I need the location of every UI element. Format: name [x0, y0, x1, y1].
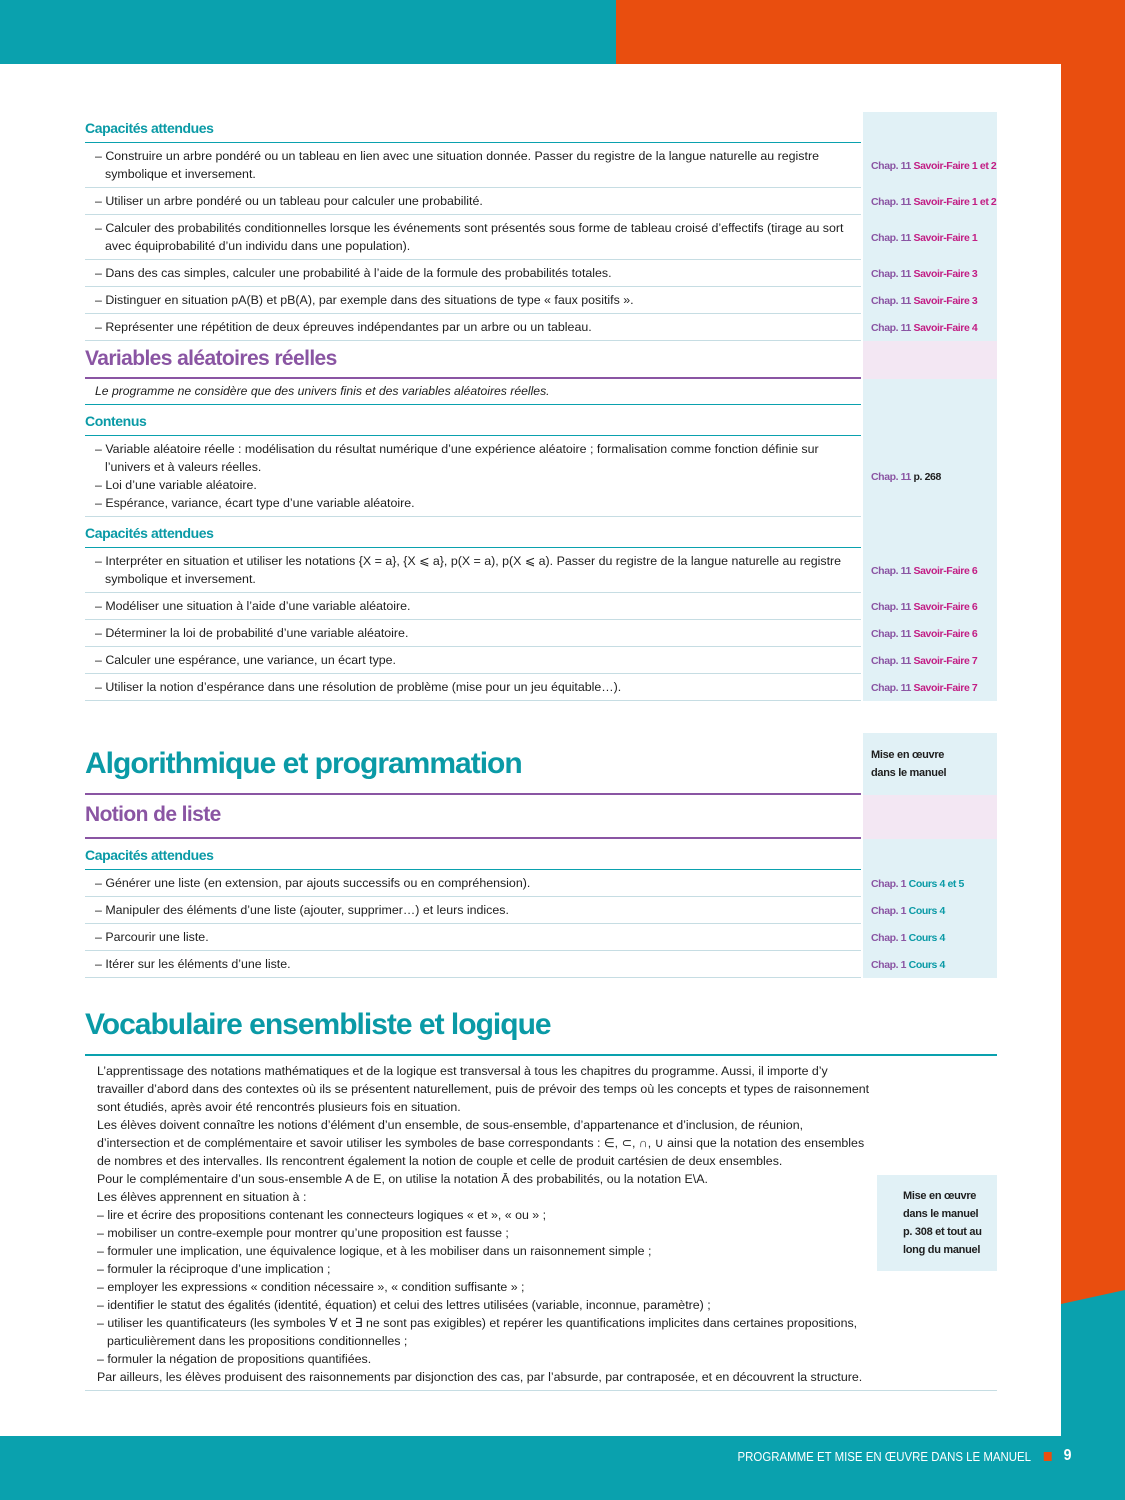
- paragraph: Les élèves apprennent en situation à :: [97, 1190, 307, 1204]
- top-orange-band: [616, 0, 1125, 64]
- table-row: [85, 924, 997, 951]
- table-row: [85, 593, 997, 620]
- chapter-reference: Chap. 11 Savoir-Faire 6: [871, 600, 978, 613]
- table-row: [85, 287, 997, 314]
- table-row: [85, 674, 997, 701]
- chapter-reference: Chap. 11 Savoir-Faire 3: [871, 267, 978, 280]
- subsection-title: Notion de liste: [85, 795, 997, 839]
- item-text: – Déterminer la loi de probabilité d’une variable aléatoire.: [95, 626, 409, 640]
- right-orange-band: [1061, 64, 1125, 1304]
- table-row: [85, 647, 997, 674]
- dash-item: – formuler la négation de propositions quantifiées.: [97, 1352, 372, 1366]
- paragraph: L’apprentissage des notations mathématiques et de la logique est transversal à tous les chapitres du programme. Aussi, il importe d’y travailler d’abord dans des contextes où ils se présentent naturellement, puis de prévoir des temps où les concepts et types de raisonnement sont étudiés, après avoir été rencontrés plusieurs fois en situation.: [97, 1064, 870, 1114]
- variables-items-list: [85, 548, 997, 701]
- item-text: – Distinguer en situation pA(B) et pB(A), par exemple dans des situations de type « faux positifs ».: [95, 293, 634, 307]
- dash-item: – utiliser les quantificateurs (les symboles ∀ et ∃ ne sont pas exigibles) et repérer les quantifications implicites dans certaines propositions, particulièrement dans les propositions conditionnelles ;: [97, 1316, 858, 1348]
- chapter-reference: Chap. 11 Savoir-Faire 1 et 2: [871, 195, 997, 208]
- item-text: – Représenter une répétition de deux épreuves indépendantes par un arbre ou un tableau.: [95, 320, 592, 334]
- item-text: – Calculer des probabilités conditionnelles lorsque les événements sont présentés sous forme de tableau croisé d’effectifs (tirage au sort avec équiprobabilité d’un individu dans une population).: [95, 221, 844, 253]
- section-heading: Capacités attendues: [85, 112, 997, 143]
- chapter-reference: Chap. 11 Savoir-Faire 6: [871, 564, 978, 577]
- dash-item: – lire et écrire des propositions contenant les connecteurs logiques « et », « ou » ;: [97, 1208, 547, 1222]
- vocabulaire-title: Vocabulaire ensembliste et logique: [85, 1008, 997, 1056]
- dash-item: – formuler une implication, une équivalence logique, et à les mobiliser dans un raisonnement simple ;: [97, 1244, 652, 1258]
- table-row: [85, 314, 997, 341]
- table-row: [85, 143, 997, 188]
- item-text: – Manipuler des éléments d’une liste (ajouter, supprimer…) et leurs indices.: [95, 903, 509, 917]
- algo-capacites-heading: Capacités attendues: [85, 839, 997, 870]
- chapter-reference: Chap. 11 Savoir-Faire 7: [871, 681, 978, 694]
- vocabulaire-block: [85, 1056, 997, 1391]
- footer-label: PROGRAMME ET MISE EN ŒUVRE DANS LE MANUEL: [737, 1448, 1031, 1464]
- contenus-line: – Variable aléatoire réelle : modélisation du résultat numérique d’une expérience aléatoire ; formalisation comme fonction définie sur l’univers et à valeurs réelles.: [95, 442, 819, 474]
- footer-square-icon: [1043, 1452, 1051, 1461]
- top-teal-band: [0, 0, 616, 64]
- dash-item: – formuler la réciproque d’une implication ;: [97, 1262, 331, 1276]
- section-note: Le programme ne considère que des univers finis et des variables aléatoires réelles.: [85, 379, 997, 405]
- probas-items-list: [85, 143, 997, 341]
- paragraph: Les élèves doivent connaître les notions d’élément d’un ensemble, de sous-ensemble, d’appartenance et d’inclusion, de réunion, d’intersection et de complémentaire et savoir utiliser les symboles de base correspondants : ∈, ⊂, ∩, ∪ ainsi que la notation des ensembles de nombres et des intervalles. Ils rencontrent également la notion de couple et celle de produit cartésien de deux ensembles.: [97, 1118, 865, 1168]
- item-text: – Utiliser un arbre pondéré ou un tableau pour calculer une probabilité.: [95, 194, 483, 208]
- right-teal-band: [1061, 1290, 1125, 1440]
- mise-en-oeuvre-label: Mise en œuvre dans le manuel: [871, 749, 947, 779]
- chapter-reference: Chap. 11 Savoir-Faire 7: [871, 654, 978, 667]
- table-row: [85, 188, 997, 215]
- contenus-heading: Contenus: [85, 405, 997, 436]
- item-text: – Calculer une espérance, une variance, un écart type.: [95, 653, 396, 667]
- item-text: – Parcourir une liste.: [95, 930, 209, 944]
- item-text: – Utiliser la notion d’espérance dans une résolution de problème (mise pour un jeu équitable…).: [95, 680, 622, 694]
- chapter-reference: Chap. 11 Savoir-Faire 1 et 2: [871, 159, 997, 172]
- chapter-reference: Chap. 11 Savoir-Faire 3: [871, 294, 978, 307]
- chapter-reference: Chap. 11 Savoir-Faire 1: [871, 231, 978, 244]
- chapter-reference: Chap. 11 Savoir-Faire 4: [871, 321, 978, 334]
- table-row: [85, 215, 997, 260]
- chapter-reference: Chap. 1 Cours 4: [871, 958, 945, 971]
- algo-title-row: Algorithmique et programmation Mise en œuvre dans le manuel: [85, 733, 997, 795]
- chapter-reference: Chap. 1 Cours 4: [871, 904, 945, 917]
- table-row: [85, 897, 997, 924]
- contenus-line: – Loi d’une variable aléatoire.: [95, 478, 257, 492]
- chapter-reference: Chap. 11 Savoir-Faire 6: [871, 627, 978, 640]
- contenus-line: – Espérance, variance, écart type d’une variable aléatoire.: [95, 496, 415, 510]
- item-text: – Dans des cas simples, calculer une probabilité à l’aide de la formule des probabilités totales.: [95, 266, 612, 280]
- chapter-reference: Chap. 11 p. 268: [871, 470, 941, 483]
- page-content: [85, 112, 997, 1391]
- contenus-row: [85, 436, 997, 517]
- page-number: 9: [1063, 1447, 1071, 1464]
- page-footer: [737, 1446, 1071, 1466]
- dash-item: – mobiliser un contre-exemple pour montrer qu’une proposition est fausse ;: [97, 1226, 509, 1240]
- item-text: – Itérer sur les éléments d’une liste.: [95, 957, 291, 971]
- table-row: [85, 951, 997, 978]
- table-row: [85, 620, 997, 647]
- algo-items-list: [85, 870, 997, 978]
- section-title: Variables aléatoires réelles: [85, 341, 997, 379]
- paragraph: Pour le complémentaire d’un sous-ensemble A de E, on utilise la notation Ā des probabilités, ou la notation E\A.: [97, 1172, 708, 1186]
- table-row: [85, 870, 997, 897]
- chapter-reference: Chap. 1 Cours 4: [871, 931, 945, 944]
- item-text: – Modéliser une situation à l’aide d’une variable aléatoire.: [95, 599, 411, 613]
- item-text: – Interpréter en situation et utiliser les notations {X = a}, {X ⩽ a}, p(X = a), p(X ⩽ a). Passer du registre de la langue naturelle au registre symbolique et inversement.: [95, 554, 842, 586]
- chapter-reference: Chap. 1 Cours 4 et 5: [871, 877, 964, 890]
- item-text: – Construire un arbre pondéré ou un tableau en lien avec une situation donnée. Passer du registre de la langue naturelle au registre symbolique et inversement.: [95, 149, 819, 181]
- dash-item: – employer les expressions « condition nécessaire », « condition suffisante » ;: [97, 1280, 525, 1294]
- item-text: – Générer une liste (en extension, par ajouts successifs ou en compréhension).: [95, 876, 531, 890]
- capacites-heading: Capacités attendues: [85, 517, 997, 548]
- dash-item: – identifier le statut des égalités (identité, équation) et celui des lettres utilisées (variable, inconnue, paramètre) ;: [97, 1298, 711, 1312]
- table-row: [85, 260, 997, 287]
- table-row: [85, 548, 997, 593]
- paragraph: Par ailleurs, les élèves produisent des raisonnements par disjonction des cas, par l’absurde, par contraposée, et en découvrent la structure.: [97, 1370, 863, 1384]
- mise-en-oeuvre-note: Mise en œuvre dans le manuel p. 308 et tout au long du manuel: [903, 1190, 982, 1256]
